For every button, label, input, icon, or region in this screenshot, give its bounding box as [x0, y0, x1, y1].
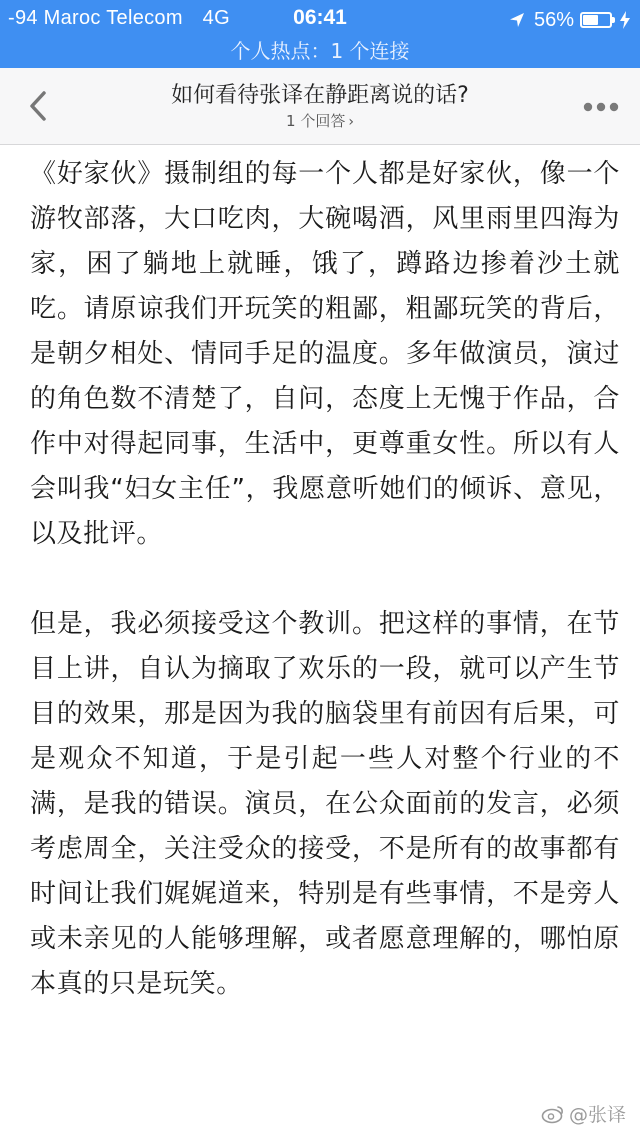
back-chevron-icon[interactable] — [22, 88, 58, 124]
battery-percent: 56% — [533, 8, 574, 31]
status-indicators — [508, 7, 630, 33]
answer-paragraph-2: 但是，我必须接受这个教训。把这样的事情，在节目上讲，自认为摘取了欢乐的一段，就可以产生节目的效果，那是因为我的脑袋里有前因有后果，可是观众不知道，于是引起一些人对整个行业的不满，是我的错误。演员，在公众面前的发言，必须考虑周全，关注受众的接受，不是所有的故事都有时间让我们娓娓道来，特别是有些事情，不是旁人或未亲见的人能够理解，或者愿意理解的，哪怕原本真的只是玩笑。 — [30, 609, 620, 999]
battery-icon — [580, 12, 612, 28]
navigation-bar — [0, 68, 640, 145]
hotspot-banner[interactable]: 个人热点：1 个连接 — [0, 40, 640, 68]
network-type: 4G — [202, 7, 230, 29]
weibo-watermark — [541, 1100, 626, 1127]
chevron-right-icon: › — [348, 114, 354, 130]
more-options-icon[interactable] — [582, 97, 620, 117]
watermark-text: @张译 — [568, 1104, 626, 1126]
carrier-name: -94 Maroc Telecom — [8, 7, 183, 29]
charging-bolt-icon — [620, 11, 630, 29]
answer-count-link[interactable] — [200, 110, 440, 131]
battery-level — [583, 15, 598, 25]
clock: 06:41 — [293, 6, 347, 29]
question-title: 如何看待张译在静距离说的话? — [171, 83, 469, 108]
answer-paragraph-1: 《好家伙》摄制组的每一个人都是好家伙，像一个游牧部落，大口吃肉，大碗喝酒，风里雨里四海为家，困了躺地上就睡，饿了，蹲路边掺着沙土就吃。请原谅我们开玩笑的粗鄙，粗鄙玩笑的背后，是朝夕相处、情同手足的温度。多年做演员，演过的角色数不清楚了，自问，态度上无愧于作品，合作中对得起同事，生活中，更尊重女性。所以有人会叫我“妇女主任”，我愿意听她们的倾诉、意见，以及批评。 — [30, 159, 620, 549]
status-bar — [0, 0, 640, 40]
weibo-logo-icon — [541, 1104, 565, 1124]
answer-content — [30, 152, 620, 1052]
answer-count: 1 个回答 — [286, 112, 346, 130]
location-arrow-icon — [508, 11, 526, 29]
